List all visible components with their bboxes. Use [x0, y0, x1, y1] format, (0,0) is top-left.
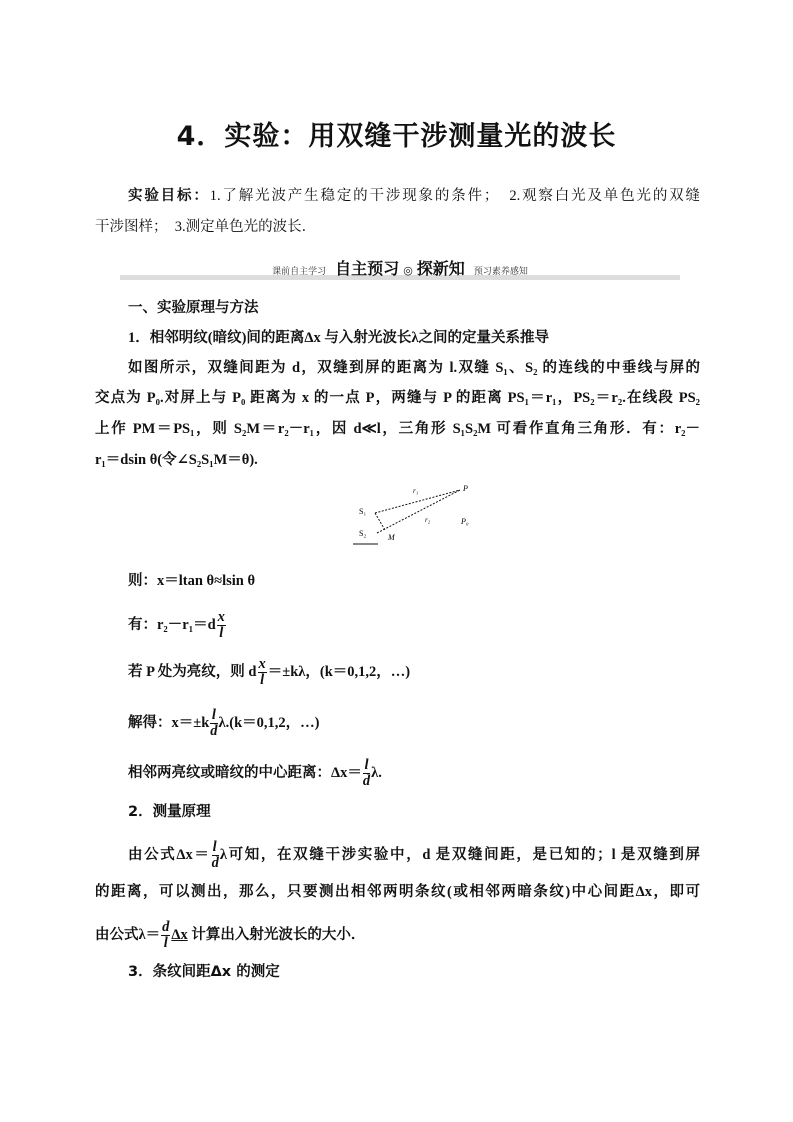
label-p0: P₀ — [461, 517, 469, 526]
subheading-2: 2．测量原理 — [128, 804, 211, 820]
fraction — [363, 758, 370, 789]
goals-line1 — [128, 186, 700, 206]
label-r2: r₂ — [425, 516, 431, 524]
eq-text: 解得：x＝±k — [128, 714, 210, 731]
equation-5 — [128, 758, 382, 789]
page-title: 4．实验：用双缝干涉测量光的波长 — [176, 121, 617, 152]
banner-right: 预习素养感知 — [473, 267, 528, 277]
eq-text: 由公式Δx＝ — [128, 846, 211, 863]
subheading-3: 3．条纹间距Δx 的测定 — [128, 964, 280, 980]
numerator: l — [212, 840, 219, 856]
fraction — [161, 920, 170, 951]
para1-line: 交点为 P₀.对屏上与 P₀ 距离为 x 的一点 P，两缝与 P 的距离 PS₁＝r₁，PS₂＝r₂.在线段 PS₂ — [95, 390, 700, 406]
fraction — [210, 708, 217, 739]
para2-line3 — [95, 920, 365, 951]
label-s1: S₁ — [359, 507, 367, 516]
eq-text: 有：r₂－r₁＝d — [128, 616, 216, 633]
para2-line1 — [128, 840, 700, 871]
para1-line: r₁＝dsin θ(令∠S₂S₁M＝θ). — [95, 452, 258, 468]
eq-text: λ.(k＝0,1,2，…) — [218, 714, 320, 731]
denominator: d — [362, 773, 371, 789]
label-p: P — [463, 484, 468, 493]
para1-line: 上作 PM＝PS₁，则 S₂M＝r₂－r₁，因 d≪l，三角形 S₁S₂M 可看作直角三角形．有：r₂－ — [95, 421, 700, 437]
banner-left: 课前自主学习 — [272, 267, 327, 277]
numerator: d — [162, 919, 170, 935]
label-r1: r₁ — [413, 487, 419, 495]
numerator: l — [364, 757, 369, 773]
fraction — [212, 840, 219, 871]
eq-text: 由公式λ＝ — [95, 926, 161, 943]
eq-text: λ可知，在双缝干涉实验中，d 是双缝间距，是已知的；l 是双缝到屏 — [219, 846, 701, 863]
eq-text: λ. — [371, 764, 382, 781]
eq-text: 计算出入射光波长的大小． — [187, 926, 366, 943]
double-slit-diagram — [345, 478, 485, 548]
numerator: x — [217, 609, 225, 625]
para2-line2: 的距离，可以测出，那么，只要测出相邻两明条纹(或相邻两暗条纹)中心间距Δx，即可 — [95, 884, 700, 900]
denominator: d — [211, 855, 219, 871]
section-heading: 一、实验原理与方法 — [128, 300, 259, 316]
banner-main2: 探新知 — [416, 259, 465, 278]
numerator: x — [258, 656, 266, 672]
equation-3 — [128, 657, 410, 688]
banner-symbol-icon: ◎ — [403, 264, 413, 277]
goals-text: 1.了解光波产生稳定的干涉现象的条件； 2.观察白光及单色光的双缝 — [209, 188, 701, 204]
banner-main: 自主预习 — [335, 259, 400, 278]
denominator: l — [163, 935, 168, 951]
equation-4 — [128, 708, 320, 739]
eq-text: Δx — [171, 926, 188, 943]
section-banner — [120, 256, 680, 280]
eq-text: 若 P 处为亮纹，则 d — [128, 663, 257, 680]
label-s2: S₂ — [359, 529, 367, 538]
equation-2 — [128, 610, 227, 641]
denominator: d — [210, 723, 218, 739]
goals-label: 实验目标： — [128, 188, 210, 204]
subheading-1: 1．相邻明纹(暗纹)间的距离Δx 与入射光波长λ之间的定量关系推导 — [128, 330, 549, 346]
equation-1: 则：x＝ltan θ≈lsin θ — [128, 573, 256, 589]
denominator: l — [219, 625, 224, 641]
eq-text: 相邻两亮纹或暗纹的中心距离：Δx＝ — [128, 764, 362, 781]
fraction — [217, 610, 226, 641]
label-m: M — [388, 533, 395, 542]
numerator: l — [211, 707, 216, 723]
eq-text: ＝±kλ，(k＝0,1,2，…) — [267, 663, 411, 680]
denominator: l — [260, 672, 265, 688]
para1-line: 如图所示，双缝间距为 d，双缝到屏的距离为 l.双缝 S₁、S₂ 的连线的中垂线与屏的 — [128, 360, 700, 376]
goals-line2: 干涉图样； 3.测定单色光的波长． — [95, 219, 317, 235]
fraction — [258, 657, 267, 688]
